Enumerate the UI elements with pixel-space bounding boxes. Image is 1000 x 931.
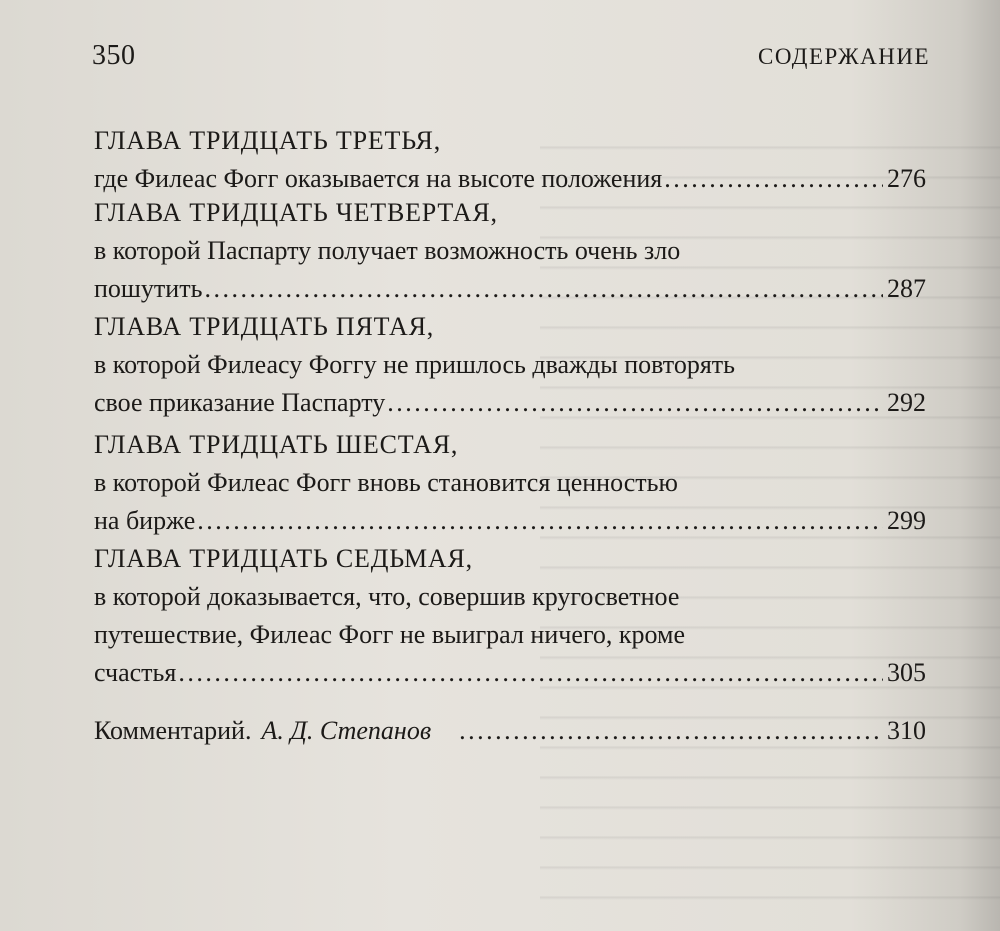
chapter-page-number: 305 (887, 658, 926, 687)
dot-leader (197, 502, 883, 540)
dot-leader (664, 160, 883, 198)
chapter-description-line: путешествие, Филеас Фогг не выиграл ничего, кроме (94, 620, 686, 649)
dot-leader (204, 270, 883, 308)
toc-entry-chapter-37 (94, 540, 926, 692)
chapter-page-number: 299 (887, 506, 926, 535)
chapter-title: ГЛАВА ТРИДЦАТЬ СЕДЬМАЯ, (94, 544, 473, 573)
chapter-description: на бирже (94, 506, 196, 535)
running-title: СОДЕРЖАНИЕ (757, 44, 930, 69)
toc-leader-line (94, 654, 926, 692)
chapter-page-number: 287 (887, 274, 926, 303)
chapter-description-line: в которой Филеасу Фоггу не пришлось дважды повторять (94, 350, 735, 379)
chapter-description-line: в которой доказывается, что, совершив кругосветное (94, 582, 680, 611)
commentary-author: А. Д. Степанов (261, 716, 432, 745)
chapter-title: ГЛАВА ТРИДЦАТЬ ШЕСТАЯ, (94, 430, 459, 459)
toc-leader-line (94, 502, 926, 540)
chapter-page-number: 292 (887, 388, 926, 417)
commentary-label: Комментарий. (94, 716, 252, 745)
chapter-description: свое приказание Паспарту (94, 388, 386, 417)
page-header (92, 40, 930, 80)
toc-entry-chapter-36 (94, 426, 926, 540)
chapter-title: ГЛАВА ТРИДЦАТЬ ЧЕТВЕРТАЯ, (94, 198, 498, 227)
chapter-description: счастья (94, 658, 177, 687)
dot-leader (459, 712, 883, 750)
toc-entry-commentary (94, 712, 926, 750)
commentary-page-number: 310 (887, 716, 926, 745)
table-of-contents (94, 122, 926, 750)
toc-leader-line (94, 712, 926, 750)
chapter-description: где Филеас Фогг оказывается на высоте положения (94, 164, 663, 193)
dot-leader (178, 654, 883, 692)
toc-entry-chapter-33 (94, 122, 926, 198)
toc-leader-line (94, 160, 926, 198)
page-number: 350 (92, 40, 136, 71)
dot-leader (387, 384, 883, 422)
chapter-description-line: в которой Паспарту получает возможность очень зло (94, 236, 681, 265)
chapter-page-number: 276 (887, 164, 926, 193)
chapter-title: ГЛАВА ТРИДЦАТЬ ТРЕТЬЯ, (94, 126, 441, 155)
chapter-description: пошутить (94, 274, 203, 303)
toc-entry-chapter-34 (94, 194, 926, 308)
toc-entry-chapter-35 (94, 308, 926, 422)
toc-leader-line (94, 384, 926, 422)
chapter-title: ГЛАВА ТРИДЦАТЬ ПЯТАЯ, (94, 312, 435, 341)
toc-leader-line (94, 270, 926, 308)
chapter-description-line: в которой Филеас Фогг вновь становится ценностью (94, 468, 678, 497)
